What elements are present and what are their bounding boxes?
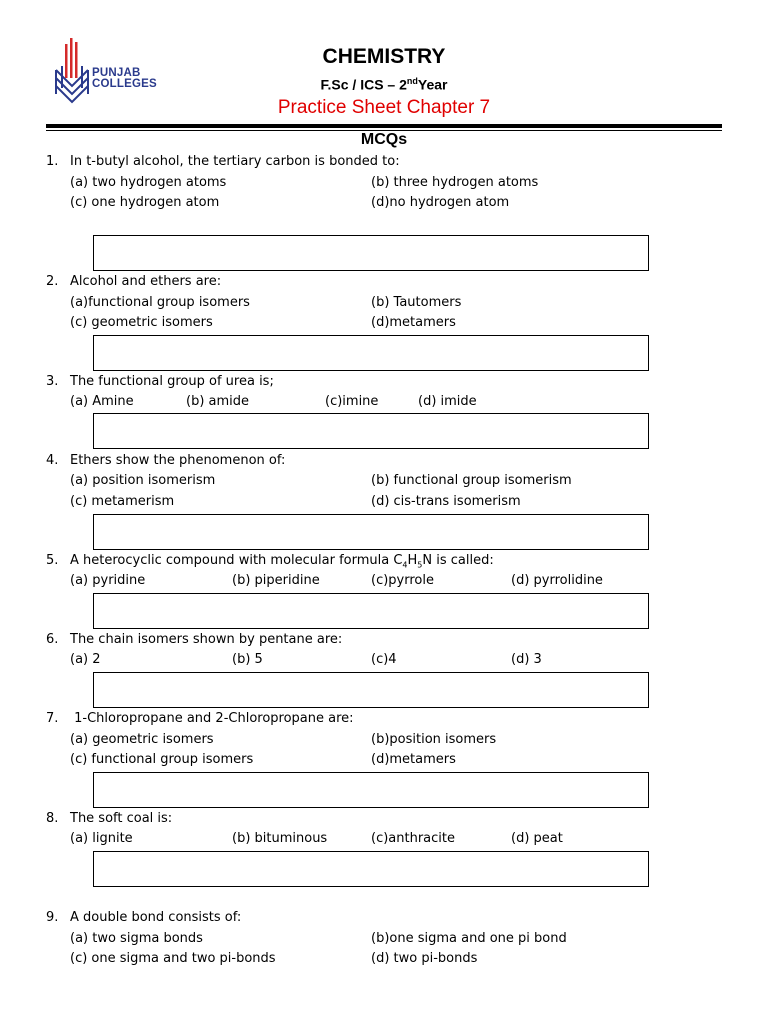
question-text: A double bond consists of: [70,910,242,925]
question-4 [46,453,285,469]
option-b: (b)one sigma and one pi bond [371,931,567,946]
question-8 [46,811,172,827]
answer-box-4[interactable] [93,514,649,550]
option-a: (a) geometric isomers [70,732,214,747]
option-b: (b)position isomers [371,732,497,747]
option-a: (a) pyridine [70,573,146,588]
answer-box-8[interactable] [93,851,649,887]
question-6 [46,632,342,648]
option-d: (d)metamers [371,752,456,767]
option-c: (c)imine [325,394,379,409]
option-b: (b) Tautomers [371,295,462,310]
option-d: (d) imide [418,394,477,409]
subtitle-prefix: F.Sc / ICS – 2 [320,76,407,93]
answer-box-1[interactable] [93,235,649,271]
subtitle [0,76,768,93]
question-text: 1-Chloropropane and 2-Chloropropane are: [70,711,354,726]
question-text: The chain isomers shown by pentane are: [70,632,343,647]
question-number: 1. [46,154,59,169]
question-5 [46,553,494,574]
option-d: (d) cis-trans isomerism [371,494,521,509]
option-c: (c)4 [371,652,397,667]
answer-box-6[interactable] [93,672,649,708]
option-c: (c) one hydrogen atom [70,195,220,210]
subscript-4: 4 [402,560,408,570]
option-b: (b) amide [186,394,250,409]
page-title: CHEMISTRY [322,45,446,68]
option-d: (d) 3 [511,652,542,667]
option-d: (d) two pi-bonds [371,951,478,966]
question-text-mid: H [407,553,418,568]
option-b: (b) three hydrogen atoms [371,175,539,190]
question-text: The functional group of urea is; [70,374,274,389]
answer-box-5[interactable] [93,593,649,629]
option-c: (c) geometric isomers [70,315,213,330]
subtitle-suffix: Year [417,76,448,93]
question-7 [46,711,354,727]
option-c: (c) functional group isomers [70,752,254,767]
option-b: (b) bituminous [232,831,328,846]
question-2 [46,274,221,290]
option-c: (c)pyrrole [371,573,434,588]
option-d: (d) peat [511,831,563,846]
question-text: Ethers show the phenomenon of: [70,453,286,468]
question-number: 9. [46,910,59,925]
question-3 [46,374,274,390]
question-number: 8. [46,811,59,826]
question-number: 5. [46,553,59,568]
option-d: (d)metamers [371,315,456,330]
option-d: (d) pyrrolidine [511,573,603,588]
option-a: (a) Amine [70,394,134,409]
sheet-title: Practice Sheet Chapter 7 [277,97,491,118]
option-a: (a) two sigma bonds [70,931,203,946]
option-a: (a) position isomerism [70,473,216,488]
subscript-5: 5 [417,560,423,570]
section-heading: MCQs [360,131,408,148]
question-text-prefix: A heterocyclic compound with molecular formula C [70,553,403,568]
answer-box-2[interactable] [93,335,649,371]
option-c: (c)anthracite [371,831,455,846]
question-9 [46,910,241,926]
logo-text-line1: PUNJAB [92,67,141,79]
question-text-suffix: N is called: [422,553,494,568]
logo-text-line2: COLLEGES [92,78,157,90]
option-d: (d)no hydrogen atom [371,195,510,210]
option-a: (a)functional group isomers [70,295,250,310]
subtitle-sup: nd [406,76,418,86]
option-c: (c) one sigma and two pi-bonds [70,951,276,966]
question-number: 7. [46,711,59,726]
question-1 [46,154,400,170]
option-c: (c) metamerism [70,494,175,509]
answer-box-7[interactable] [93,772,649,808]
option-a: (a) 2 [70,652,101,667]
question-number: 2. [46,274,59,289]
option-b: (b) functional group isomerism [371,473,572,488]
option-b: (b) 5 [232,652,263,667]
answer-box-3[interactable] [93,413,649,449]
divider-thick [46,124,722,128]
question-number: 6. [46,632,59,647]
option-b: (b) piperidine [232,573,320,588]
option-a: (a) two hydrogen atoms [70,175,227,190]
question-number: 4. [46,453,59,468]
question-number: 3. [46,374,59,389]
question-text: In t-butyl alcohol, the tertiary carbon is bonded to: [70,154,400,169]
question-text: Alcohol and ethers are: [70,274,222,289]
question-text: The soft coal is: [70,811,173,826]
option-a: (a) lignite [70,831,133,846]
